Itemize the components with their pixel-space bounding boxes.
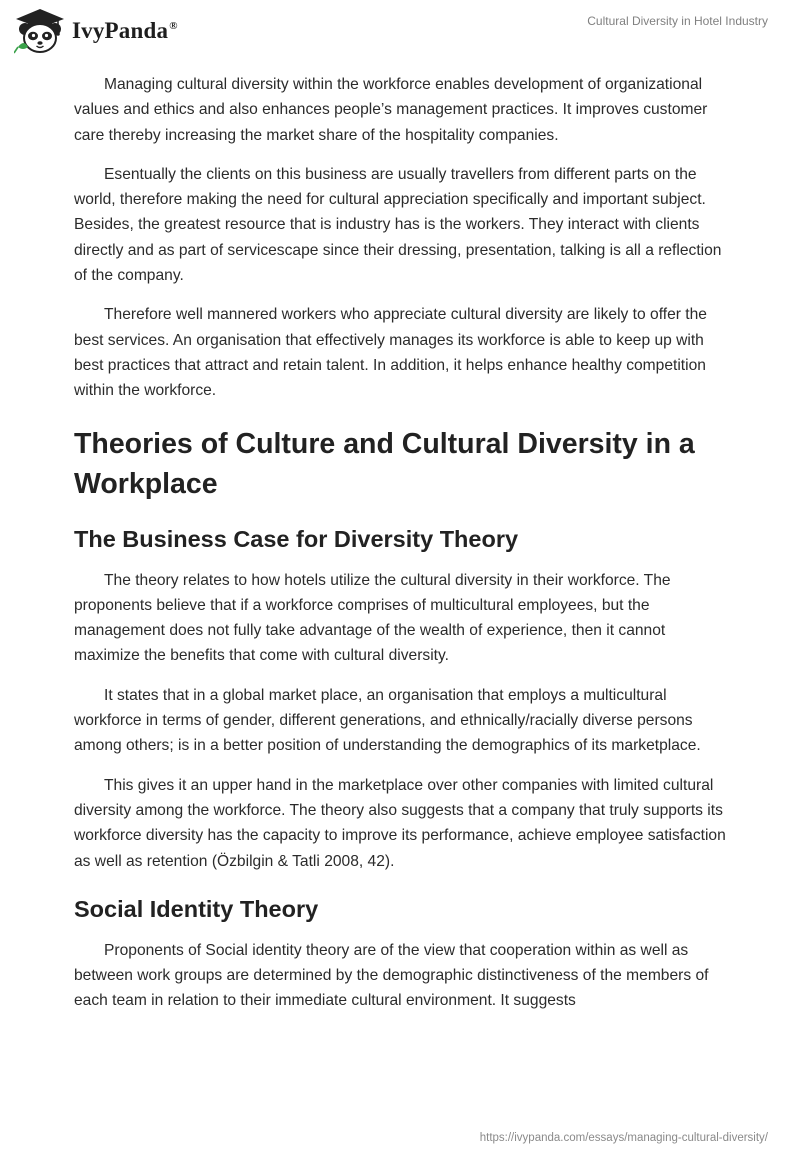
paragraph: The theory relates to how hotels utilize the cultural diversity in their workforce. The proponents believe that if a workforce comprises of multicultural employees, but the management does not fully take advantage of the wealth of experience, then it cannot maximize the benefits that come with cultural diversity. [74,571,671,665]
registered-mark: ® [169,20,178,33]
paragraph: Proponents of Social identity theory are of the view that cooperation within as well as between work groups are determined by the demographic distinctiveness of the members of each team in relation to their immediate cultural environment. It suggests [74,941,709,1010]
panda-graduate-logo-icon [14,7,66,55]
section-heading-theories: Theories of Culture and Cultural Diversity in a Workplace [74,427,695,500]
paragraph: This gives it an upper hand in the marketplace over other companies with limited cultural diversity among the workforce. The theory also suggests that a company that truly supports its workforce diversity has the capacity to improve its performance, achieve employee satisfaction as well as retention (Özbilgin & Tatli 2008, 42). [74,776,726,870]
page-header [0,0,800,64]
essay-content [74,72,730,1028]
ivypanda-logo[interactable] [14,6,178,56]
brand-name: IvyPanda® [72,18,178,43]
paragraph: Therefore well mannered workers who appreciate cultural diversity are likely to offer the best services. An organisation that effectively manages its workforce is able to keep up with best practices that attract and retain talent. In addition, it helps enhance healthy competition within the workforce. [74,306,707,400]
document-title: Cultural Diversity in Hotel Industry [587,14,768,28]
paragraph: It states that in a global market place, an organisation that employs a multicultural workforce in terms of gender, different generations, and ethnically/racially diverse persons among others; is in a better position of understanding the demographics of its marketplace. [74,686,701,755]
paragraph: Esentually the clients on this business are usually travellers from different parts on the world, therefore making the need for cultural appreciation specifically and important subject. Besides, the greatest resource that is industry has is the workers. They interact with clients directly and as part of servicescape since their dressing, presentation, talking is all a reflection of the company. [74,165,722,285]
source-url[interactable]: https://ivypanda.com/essays/managing-cultural-diversity/ [479,1132,768,1144]
paragraph: Managing cultural diversity within the workforce enables development of organizational values and ethics and also enhances people’s management practices. It improves customer care thereby increasing the market share of the hospitality companies. [74,76,708,144]
subheading-social-identity: Social Identity Theory [74,895,319,922]
subheading-business-case: The Business Case for Diversity Theory [74,525,519,552]
